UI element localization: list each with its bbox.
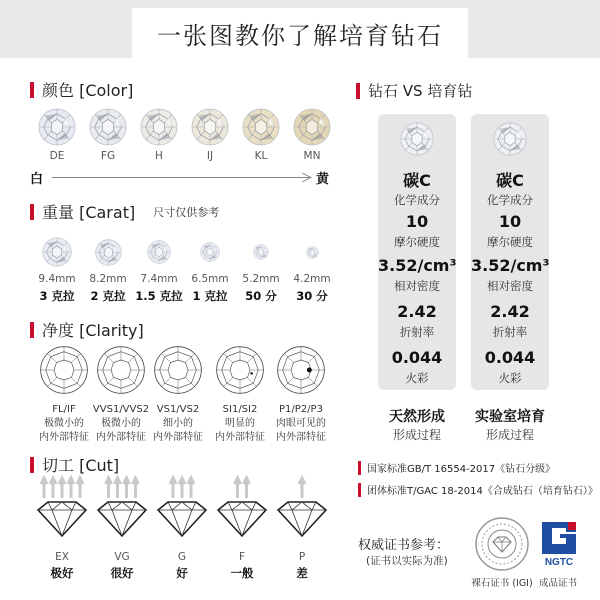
compare-value: 3.52/cm³ (378, 256, 457, 275)
formation-sub: 形成过程 (485, 428, 534, 442)
clarity-grade-text: VS1/VS2 (156, 404, 200, 415)
clarity-diagram-icon (153, 345, 203, 395)
compare-value: 2.42 (397, 302, 437, 321)
formation-title: 天然形成 (389, 409, 445, 425)
carat-weight-label: 1 克拉 (192, 289, 228, 303)
compare-value: 0.044 (484, 348, 536, 367)
compare-gem-icon (400, 122, 434, 156)
carat-weight-label: 2 克拉 (90, 289, 126, 303)
clarity-grade-text: SI1/SI2 (222, 404, 258, 415)
title-tab (132, 8, 468, 58)
color-gem-icon (242, 108, 280, 146)
color-gem-icon (293, 108, 331, 146)
clarity-d1-text: 极微小的 (101, 418, 141, 429)
compare-gem-icon (493, 122, 527, 156)
clarity-grade-text: P1/P2/P3 (279, 404, 323, 415)
clarity-grade-text: FL/IF (52, 404, 76, 415)
igi-seal-icon (474, 516, 530, 572)
title-banner (0, 0, 600, 58)
clarity-d1-text: 明显的 (225, 418, 255, 429)
cut-diagram-icon (154, 472, 210, 542)
cut-grade-label: F (238, 551, 246, 563)
carat-gem-icon (42, 237, 72, 267)
clarity-diagram-icon (96, 345, 146, 395)
cut-grade-label: EX (55, 551, 69, 563)
compare-key: 化学成分 (394, 193, 440, 207)
clarity-d2-text: 内外部特征 (215, 432, 265, 443)
color-grade-label: DE (49, 150, 65, 162)
carat-weight-label: 1.5 克拉 (135, 289, 183, 303)
carat-mm-label: 8.2mm (89, 273, 127, 285)
color-white-label: 白 (30, 172, 44, 187)
color-grade-label: KL (254, 150, 268, 162)
cut-quality-label: 极好 (50, 566, 74, 580)
clarity-d2-text: 内外部特征 (96, 432, 146, 443)
clarity-grade-text: VVS1/VVS2 (92, 404, 150, 415)
color-gem-icon (38, 108, 76, 146)
compare-key: 化学成分 (487, 193, 533, 207)
cut-quality-label: 好 (176, 566, 188, 580)
clarity-label (207, 403, 273, 445)
compare-value: 碳C (403, 171, 431, 190)
compare-value: 10 (405, 212, 429, 231)
clarity-d1-text: 细小的 (163, 418, 193, 429)
color-grade-label: IJ (206, 150, 214, 162)
clarity-d1-text: 极微小的 (44, 418, 84, 429)
compare-value: 碳C (496, 171, 524, 190)
clarity-d2-text: 内外部特征 (276, 432, 326, 443)
compare-key: 摩尔硬度 (487, 235, 533, 249)
carat-mm-label: 4.2mm (293, 273, 331, 285)
color-section-title: 颜色 [Color] (30, 78, 133, 101)
carat-gem-icon (147, 240, 171, 264)
section-accent-bar (30, 204, 34, 220)
standard-accent-bar (358, 461, 361, 475)
clarity-d2-text: 内外部特征 (39, 432, 89, 443)
clarity-d2-text: 内外部特征 (153, 432, 203, 443)
carat-gem-icon (253, 244, 269, 260)
carat-mm-label: 7.4mm (140, 273, 178, 285)
carat-mm-label: 9.4mm (38, 273, 76, 285)
carat-gem-icon (200, 242, 220, 262)
ngtc-logo-icon (536, 518, 582, 568)
cut-diagram-icon (214, 472, 270, 542)
cut-diagram-icon (274, 472, 330, 542)
clarity-section-title: 净度 [Clarity] (30, 318, 144, 341)
section-accent-bar (30, 457, 34, 473)
section-accent-bar (30, 322, 34, 338)
compare-value: 2.42 (490, 302, 530, 321)
clarity-d1-text: 肉眼可见的 (276, 418, 326, 429)
color-grade-label: FG (100, 150, 116, 162)
color-yellow-label: 黄 (316, 172, 330, 187)
ngtc-label: 成品证书 (538, 578, 577, 589)
clarity-diagram-icon (39, 345, 89, 395)
section-accent-bar (30, 82, 34, 98)
compare-value: 3.52/cm³ (471, 256, 550, 275)
section-accent-bar (356, 83, 360, 99)
clarity-label (268, 403, 334, 445)
compare-value: 10 (498, 212, 522, 231)
carat-weight-label: 50 分 (245, 289, 277, 303)
color-scale-line (52, 177, 310, 178)
formation-title: 实验室培育 (475, 409, 545, 425)
carat-gem-icon (95, 239, 122, 266)
compare-card (471, 114, 549, 390)
compare-key: 火彩 (405, 371, 429, 385)
compare-key: 火彩 (498, 371, 522, 385)
clarity-diagram-icon (276, 345, 326, 395)
ngtc-logo-text: NGTC (544, 557, 574, 568)
cert-subtitle: (证书以实际为准) (366, 555, 448, 567)
compare-value: 0.044 (391, 348, 443, 367)
color-grade-label: MN (303, 150, 321, 162)
cut-quality-label: 一般 (230, 566, 254, 580)
cut-quality-label: 很好 (110, 566, 134, 580)
color-scale-arrow-icon (302, 173, 312, 182)
standard-accent-bar (358, 483, 361, 497)
compare-key: 相对密度 (394, 279, 440, 293)
clarity-label (145, 403, 211, 445)
cut-quality-label: 差 (296, 566, 308, 580)
page-title: 一张图教你了解培育钻石 (157, 21, 443, 50)
carat-mm-label: 5.2mm (242, 273, 280, 285)
color-gem-icon (191, 108, 229, 146)
formation-sub: 形成过程 (392, 428, 441, 442)
carat-section-title: 重量 [Carat] 尺寸仅供参考 (30, 200, 219, 223)
cut-grade-label: P (298, 551, 306, 563)
carat-weight-label: 3 克拉 (39, 289, 75, 303)
compare-key: 摩尔硬度 (394, 235, 440, 249)
compare-key: 折射率 (399, 325, 435, 339)
cert-title: 权威证书参考： (358, 538, 450, 553)
compare-card (378, 114, 456, 390)
standard-group: 团体标准T/GAC 18-2014《合成钻石（培育钻石）》 (358, 482, 598, 497)
carat-weight-label: 30 分 (296, 289, 328, 303)
color-gem-icon (89, 108, 127, 146)
cut-grade-label: G (177, 551, 187, 563)
compare-key: 相对密度 (487, 279, 533, 293)
carat-gem-icon (306, 246, 319, 259)
cut-section-title: 切工 [Cut] (30, 453, 119, 476)
carat-mm-label: 6.5mm (191, 273, 229, 285)
cut-grade-label: VG (114, 551, 130, 563)
standard-national: 国家标准GB/T 16554-2017《钻石分级》 (358, 460, 555, 475)
clarity-diagram-icon (215, 345, 265, 395)
igi-label: 裸石证书 (IGI) (471, 578, 533, 589)
color-grade-label: H (155, 150, 163, 162)
cut-diagram-icon (94, 472, 150, 542)
carat-note: 尺寸仅供参考 (153, 205, 220, 219)
compare-key: 折射率 (492, 325, 528, 339)
compare-title: 钻石 VS 培育钻 (356, 80, 472, 101)
color-gem-icon (140, 108, 178, 146)
cut-diagram-icon (34, 472, 90, 542)
